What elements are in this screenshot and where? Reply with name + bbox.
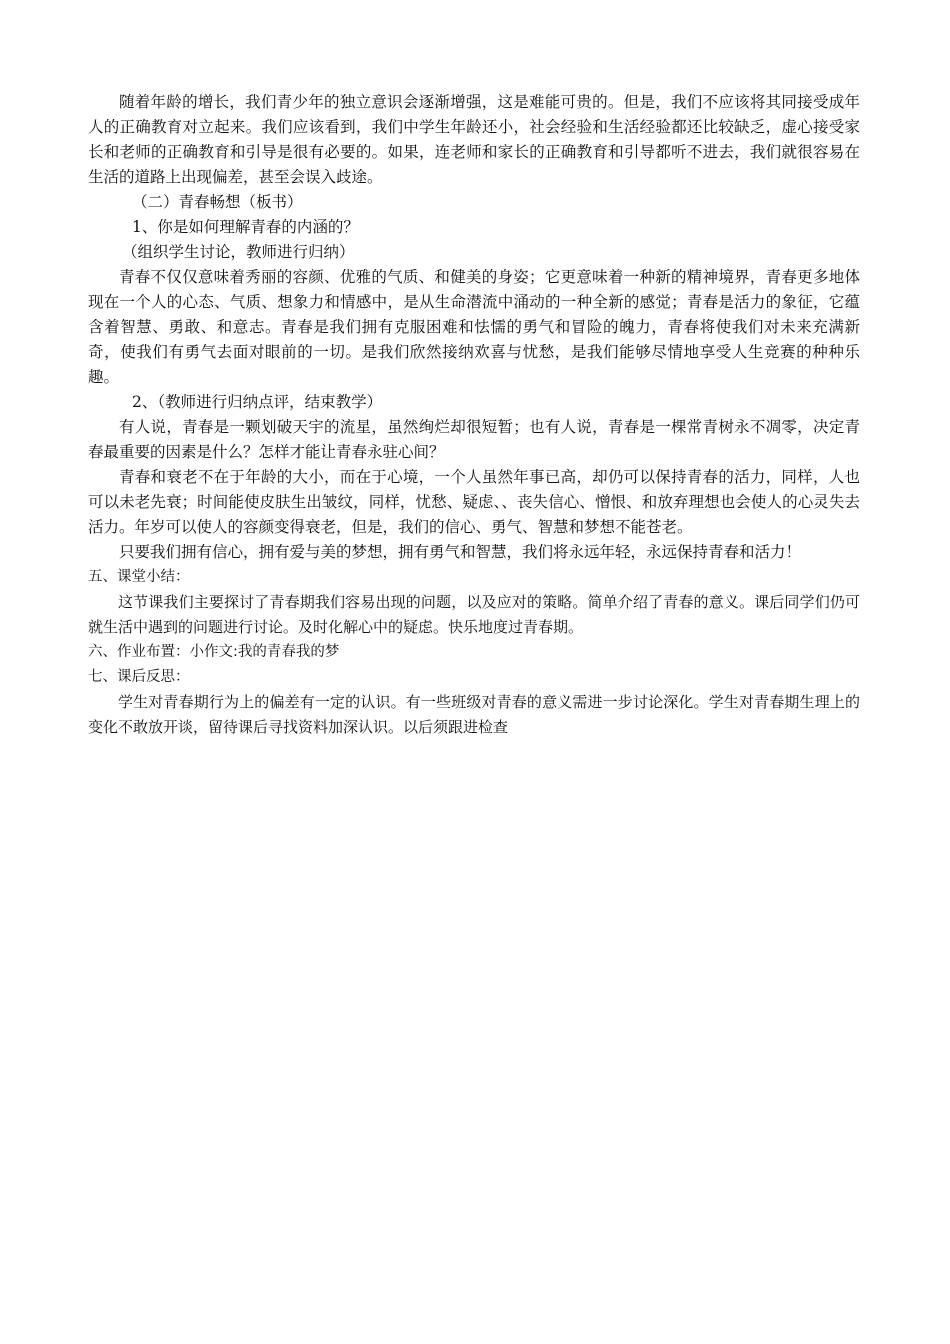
paragraph-youth-forever: 只要我们拥有信心，拥有爱与美的梦想，拥有勇气和智慧，我们将永远年轻，永远保持青春和活力！ <box>119 543 802 561</box>
section-heading-youth-fantasy: （二）青春畅想（板书） <box>132 193 303 211</box>
paragraph-youth-metaphor: 有人说，青春是一颗划破天宇的流星，虽然绚烂却很短暂；也有人说，青春是一棵常青树永不凋零，决定青春最重要的因素是什么？怎样才能让青春永驻心间？ <box>88 418 860 461</box>
question-2: 2、（教师进行归纳点评，结束教学） <box>132 393 383 411</box>
paragraph-class-summary: 这节课我们主要探讨了青春期我们容易出现的问题，以及应对的策略。简单介绍了青春的意义。课后同学们仍可就生活中遇到的问题进行讨论。及时化解心中的疑虑。快乐地度过青春期。 <box>88 593 860 636</box>
paragraph-youth-meaning: 青春不仅仅意味着秀丽的容颜、优雅的气质、和健美的身姿；它更意味着一种新的精神境界，青春更多地体现在一个人的心态、气质、想象力和情感中，是从生命潜流中涌动的一种全新的感觉；青春是活力的象征，它蕴含着智慧、勇敢、和意志。青春是我们拥有克服困难和怯懦的勇气和冒险的魄力，青春将使我们对未来充满新奇，使我们有勇气去面对眼前的一切。是我们欣然接纳欢喜与忧愁，是我们能够尽情地享受人生竞赛的种种乐趣。 <box>88 268 860 386</box>
heading-reflection: 七、课后反思： <box>88 669 190 685</box>
heading-homework: 六、作业布置：小作文:我的青春我的梦 <box>88 644 340 660</box>
document-page <box>88 90 860 740</box>
question-1: 1、你是如何理解青春的内涵的？ <box>132 218 359 236</box>
paragraph-independence: 随着年龄的增长，我们青少年的独立意识会逐渐增强，这是难能可贵的。但是，我们不应该将其同接受成年人的正确教育对立起来。我们应该看到，我们中学生年龄还小，社会经验和生活经验都还比较缺乏，虚心接受家长和老师的正确教育和引导是很有必要的。如果，连老师和家长的正确教育和引导都听不进去，我们就很容易在生活的道路上出现偏差，甚至会误入歧途。 <box>88 93 860 186</box>
paragraph-reflection: 学生对青春期行为上的偏差有一定的认识。有一些班级对青春的意义需进一步讨论深化。学生对青春期生理上的变化不敢放开谈，留待课后寻找资料加深认识。以后须跟进检查 <box>88 693 860 736</box>
question-1-note: （组织学生讨论，教师进行归纳） <box>122 243 355 261</box>
heading-class-summary: 五、课堂小结： <box>88 569 190 585</box>
paragraph-youth-aging: 青春和衰老不在于年龄的大小，而在于心境，一个人虽然年事已高，却仍可以保持青春的活力，同样，人也可以未老先衰；时间能使皮肤生出皱纹，同样，忧愁、疑虑、、丧失信心、憎恨、和放弃理想也会使人的心灵失去活力。年岁可以使人的容颜变得衰老，但是，我们的信心、勇气、智慧和梦想不能苍老。 <box>88 468 860 536</box>
